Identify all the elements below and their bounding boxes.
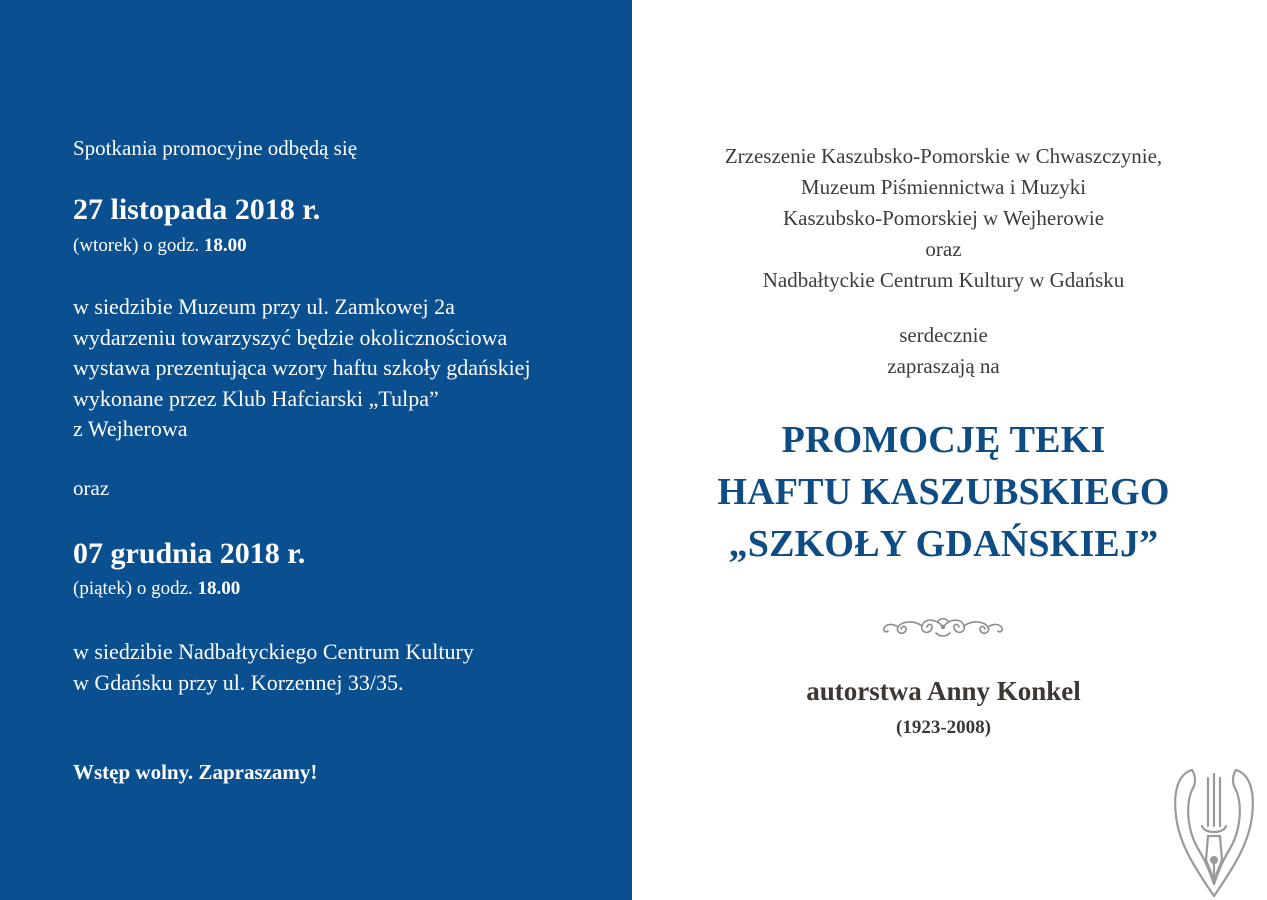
title-line: „SZKOŁY GDAŃSKIEJ” [728, 523, 1159, 565]
title-line: PROMOCJĘ TEKI [781, 419, 1106, 461]
organizer-line: Kaszubsko-Pomorskiej w Wejherowie [782, 206, 1105, 230]
invite-line: zapraszają na [887, 354, 1000, 378]
second-meeting-day-prefix: (piątek) o godz. [73, 578, 193, 599]
first-meeting-venue [73, 292, 531, 445]
second-meeting-date: 07 grudnia 2018 r. [73, 537, 306, 570]
second-meeting-venue [73, 636, 474, 698]
venue1-line: z Wejherowa [73, 416, 188, 441]
event-title [632, 414, 1255, 570]
first-meeting-date: 27 listopada 2018 r. [73, 193, 321, 226]
free-entry-text: Wstęp wolny. Zapraszamy! [73, 760, 318, 784]
organizers-list [632, 141, 1255, 296]
lyre-pen-logo-icon [1170, 764, 1258, 900]
left-info-panel [0, 0, 632, 900]
second-meeting-hour: 18.00 [197, 578, 241, 599]
organizer-line: Zrzeszenie Kaszubsko-Pomorskie w Chwaszczynie, [724, 144, 1163, 168]
first-meeting-time [73, 235, 247, 257]
second-meeting-time [73, 578, 240, 600]
first-meeting-hour: 18.00 [203, 235, 247, 256]
decorative-flourish-icon [880, 612, 1006, 642]
title-line: HAFTU KASZUBSKIEGO [717, 471, 1170, 513]
venue1-line: wykonane przez Klub Hafciarski „Tulpa” [73, 385, 439, 411]
author-line: autorstwa Anny Konkel [806, 676, 1081, 706]
venue1-line: wystawa prezentująca wzory haftu szkoły gdańskiej [73, 355, 531, 380]
oraz-separator: oraz [73, 476, 110, 500]
right-invitation-panel [632, 0, 1267, 900]
invite-line: serdecznie [899, 323, 988, 347]
invitation-phrase [632, 320, 1255, 382]
intro-text: Spotkania promocyjne odbędą się [73, 136, 358, 160]
first-meeting-day-prefix: (wtorek) o godz. [73, 235, 200, 256]
venue1-line: wydarzeniu towarzyszyć będzie okolicznościowa [73, 324, 508, 350]
organizer-line: oraz [925, 237, 962, 261]
organizer-line: Muzeum Piśmiennictwa i Muzyki [800, 175, 1087, 199]
venue2-line: w Gdańsku przy ul. Korzennej 33/35. [73, 670, 404, 695]
venue2-line: w siedzibie Nadbałtyckiego Centrum Kultury [73, 639, 474, 664]
venue1-line: w siedzibie Muzeum przy ul. Zamkowej 2a [73, 294, 455, 319]
author-years: (1923-2008) [896, 717, 991, 738]
organizer-line: Nadbałtyckie Centrum Kultury w Gdańsku [762, 268, 1125, 292]
